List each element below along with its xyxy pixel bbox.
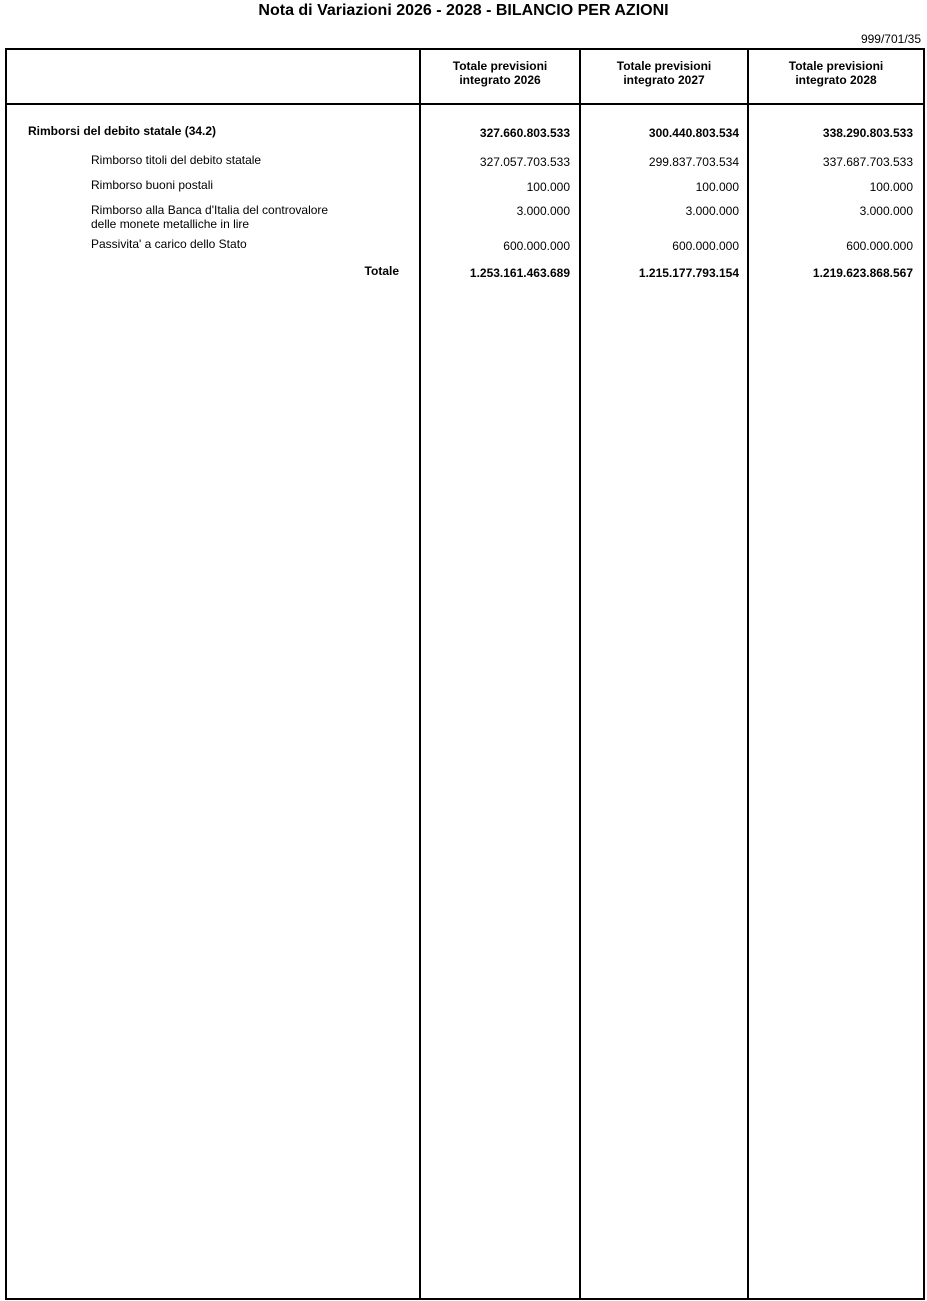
row-label: Rimborso titoli del debito statale: [91, 153, 262, 167]
total-value-2027: 1.215.177.793.154: [638, 266, 739, 280]
column-header-2028: [749, 59, 923, 87]
section-value-2028: 338.290.803.533: [822, 126, 913, 140]
total-value-2028: 1.219.623.868.567: [812, 266, 913, 280]
row-value-2026: 3.000.000: [516, 204, 570, 218]
column-header-line: Totale previsioni: [788, 59, 884, 73]
column-header-line: Totale previsioni: [452, 59, 548, 73]
row-value-2026: 600.000.000: [503, 239, 570, 253]
column-divider: [747, 50, 749, 1298]
column-divider: [579, 50, 581, 1298]
row-value-2028: 600.000.000: [846, 239, 913, 253]
header-divider: [7, 103, 923, 105]
column-header-line: integrato 2027: [623, 73, 705, 87]
column-header-line: integrato 2026: [459, 73, 541, 87]
row-label: Rimborso alla Banca d'Italia del controvalore: [91, 203, 329, 217]
budget-table: [5, 48, 925, 1300]
row-label-continuation: delle monete metalliche in lire: [91, 217, 250, 231]
document-code: 999/701/35: [860, 32, 921, 46]
column-divider: [419, 50, 421, 1298]
total-label: Totale: [364, 264, 399, 278]
column-header-2026: [421, 59, 579, 87]
document-title: Nota di Variazioni 2026 - 2028 - BILANCIO PER AZIONI: [258, 2, 669, 19]
section-value-2027: 300.440.803.534: [648, 126, 739, 140]
section-label: Rimborsi del debito statale (34.2): [28, 124, 217, 138]
row-value-2027: 100.000: [695, 180, 739, 194]
row-value-2027: 600.000.000: [672, 239, 739, 253]
total-value-2026: 1.253.161.463.689: [469, 266, 570, 280]
section-value-2026: 327.660.803.533: [479, 126, 570, 140]
column-header-line: integrato 2028: [795, 73, 877, 87]
row-label: Rimborso buoni postali: [91, 178, 214, 192]
column-header-2027: [581, 59, 747, 87]
row-value-2027: 299.837.703.534: [648, 155, 739, 169]
row-label: Passivita' a carico dello Stato: [91, 237, 247, 251]
row-value-2028: 100.000: [869, 180, 913, 194]
row-value-2026: 100.000: [526, 180, 570, 194]
row-value-2028: 337.687.703.533: [822, 155, 913, 169]
row-value-2027: 3.000.000: [685, 204, 739, 218]
row-value-2028: 3.000.000: [859, 204, 913, 218]
row-value-2026: 327.057.703.533: [479, 155, 570, 169]
column-header-line: Totale previsioni: [616, 59, 712, 73]
